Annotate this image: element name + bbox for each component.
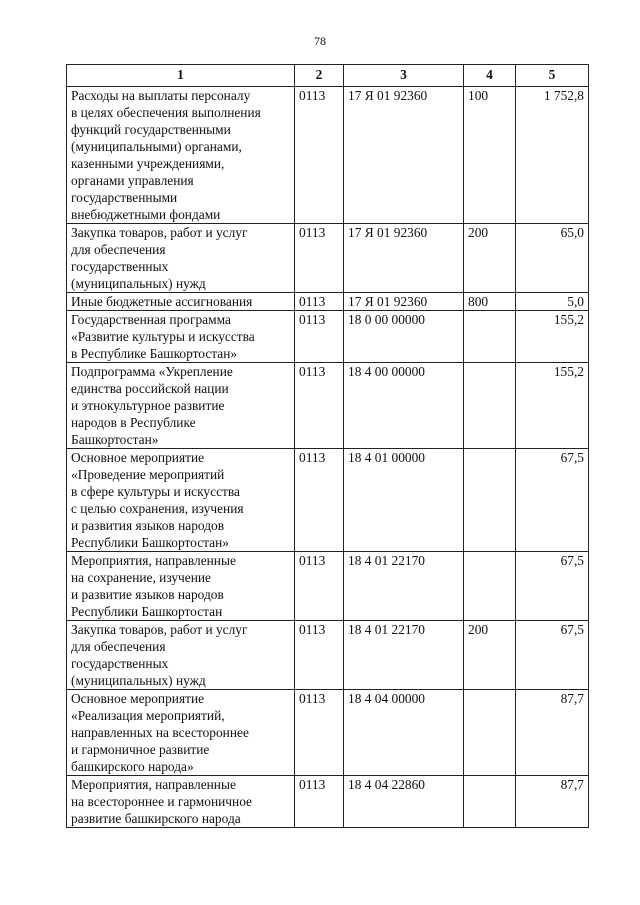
cell-target-article: 17 Я 01 92360 xyxy=(344,293,464,311)
cell-amount: 67,5 xyxy=(516,449,589,552)
table-header-row xyxy=(67,65,589,87)
cell-section: 0113 xyxy=(295,621,344,690)
table-row xyxy=(67,224,589,293)
cell-expense-type: 800 xyxy=(464,293,516,311)
cell-amount: 1 752,8 xyxy=(516,87,589,224)
cell-section: 0113 xyxy=(295,293,344,311)
cell-expense-type xyxy=(464,690,516,776)
table-row xyxy=(67,621,589,690)
cell-name: Иные бюджетные ассигнования xyxy=(67,293,295,311)
cell-section: 0113 xyxy=(295,776,344,828)
cell-section: 0113 xyxy=(295,363,344,449)
cell-name: Мероприятия, направленные на всестороннее и гармоничное развитие башкирского народа xyxy=(67,776,295,828)
budget-table xyxy=(66,64,589,828)
cell-amount: 67,5 xyxy=(516,621,589,690)
cell-section: 0113 xyxy=(295,449,344,552)
cell-target-article: 18 0 00 00000 xyxy=(344,311,464,363)
cell-section: 0113 xyxy=(295,311,344,363)
cell-target-article: 18 4 01 22170 xyxy=(344,552,464,621)
cell-expense-type: 200 xyxy=(464,224,516,293)
cell-name: Основное мероприятие «Проведение мероприятий в сфере культуры и искусства с целью сохранения, изучения и развития языков народов Республики Башкортостан» xyxy=(67,449,295,552)
table-row xyxy=(67,552,589,621)
table-row xyxy=(67,363,589,449)
cell-amount: 65,0 xyxy=(516,224,589,293)
column-header-target-article: 3 xyxy=(344,65,464,87)
cell-expense-type xyxy=(464,776,516,828)
table-row xyxy=(67,87,589,224)
cell-name: Подпрограмма «Укрепление единства российской нации и этнокультурное развитие народов в Республике Башкортостан» xyxy=(67,363,295,449)
cell-target-article: 18 4 01 00000 xyxy=(344,449,464,552)
cell-name: Государственная программа «Развитие культуры и искусства в Республике Башкортостан» xyxy=(67,311,295,363)
table-row xyxy=(67,449,589,552)
cell-target-article: 18 4 00 00000 xyxy=(344,363,464,449)
cell-target-article: 17 Я 01 92360 xyxy=(344,87,464,224)
cell-target-article: 17 Я 01 92360 xyxy=(344,224,464,293)
cell-target-article: 18 4 04 00000 xyxy=(344,690,464,776)
cell-amount: 87,7 xyxy=(516,690,589,776)
cell-target-article: 18 4 01 22170 xyxy=(344,621,464,690)
cell-amount: 155,2 xyxy=(516,311,589,363)
table-row xyxy=(67,293,589,311)
cell-name: Основное мероприятие «Реализация мероприятий, направленных на всестороннее и гармоничное развитие башкирского народа» xyxy=(67,690,295,776)
cell-expense-type xyxy=(464,363,516,449)
table-row xyxy=(67,311,589,363)
column-header-section: 2 xyxy=(295,65,344,87)
table-body xyxy=(67,87,589,828)
cell-amount: 155,2 xyxy=(516,363,589,449)
column-header-expense-type: 4 xyxy=(464,65,516,87)
cell-expense-type xyxy=(464,449,516,552)
column-header-amount: 5 xyxy=(516,65,589,87)
cell-expense-type xyxy=(464,552,516,621)
column-header-name: 1 xyxy=(67,65,295,87)
cell-section: 0113 xyxy=(295,87,344,224)
table-row xyxy=(67,690,589,776)
cell-target-article: 18 4 04 22860 xyxy=(344,776,464,828)
cell-name: Мероприятия, направленные на сохранение, изучение и развитие языков народов Республики Башкортостан xyxy=(67,552,295,621)
cell-expense-type: 100 xyxy=(464,87,516,224)
cell-name: Закупка товаров, работ и услуг для обеспечения государственных (муниципальных) нужд xyxy=(67,621,295,690)
cell-section: 0113 xyxy=(295,224,344,293)
cell-expense-type: 200 xyxy=(464,621,516,690)
cell-section: 0113 xyxy=(295,690,344,776)
cell-amount: 67,5 xyxy=(516,552,589,621)
cell-name: Расходы на выплаты персоналу в целях обеспечения выполнения функций государственными (муниципальными) органами, казенными учреждениями, органами управления государственными внебюджетными фондами xyxy=(67,87,295,224)
cell-amount: 87,7 xyxy=(516,776,589,828)
table-row xyxy=(67,776,589,828)
cell-amount: 5,0 xyxy=(516,293,589,311)
cell-section: 0113 xyxy=(295,552,344,621)
cell-name: Закупка товаров, работ и услуг для обеспечения государственных (муниципальных) нужд xyxy=(67,224,295,293)
page-number: 78 xyxy=(314,34,326,48)
cell-expense-type xyxy=(464,311,516,363)
